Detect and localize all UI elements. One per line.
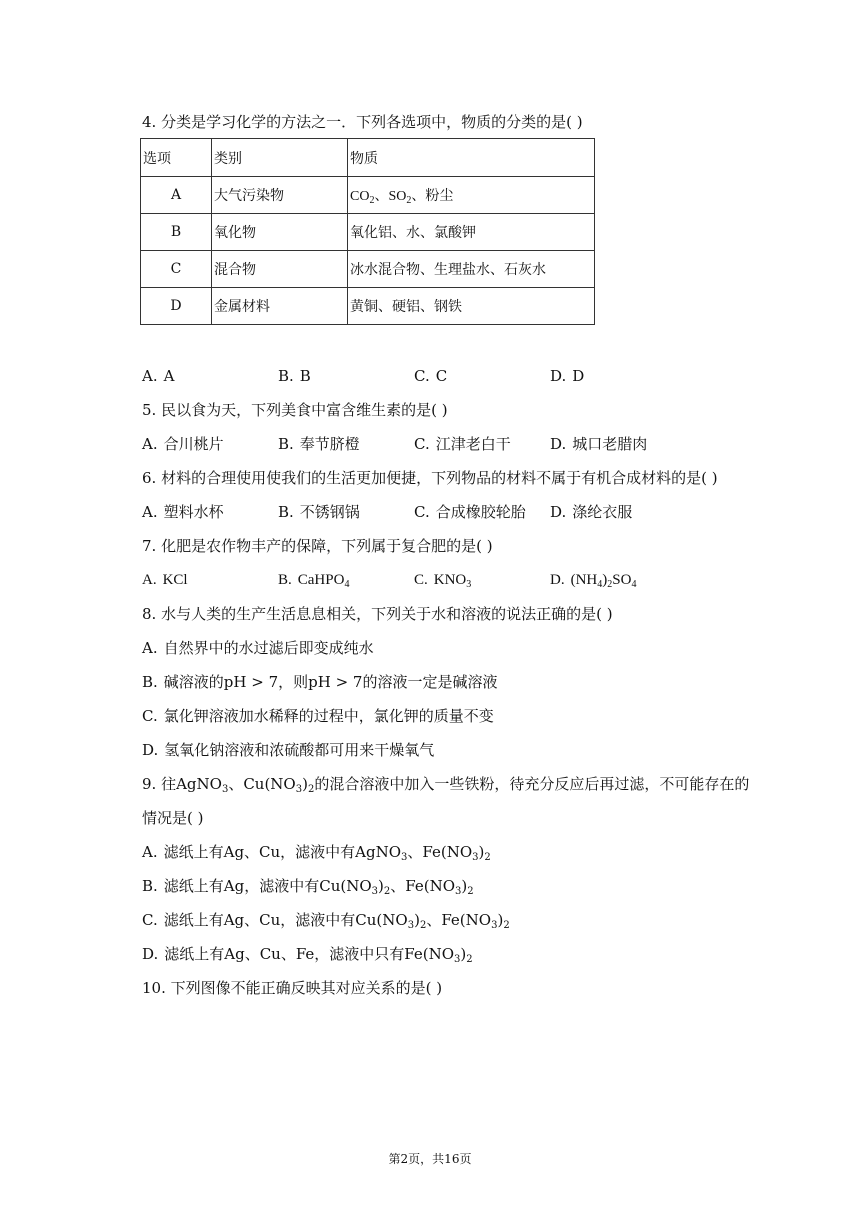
row-substance: 黄铜、硬铝、钢铁 — [348, 288, 595, 325]
q7-option-b[interactable]: B. CaHPO$_4$ — [278, 572, 350, 590]
q7-option-d[interactable]: D. $(NH_4)_2SO_4$ — [550, 572, 637, 590]
q8-option-b[interactable]: B. 碱溶液的pH > 7，则pH > 7的溶液一定是碱溶液 — [142, 673, 498, 691]
q4-stem: 4. 分类是学习化学的方法之一．下列各选项中，物质的分类的是( ) — [142, 113, 583, 131]
row-category: 金属材料 — [212, 288, 348, 325]
q7-option-a[interactable]: A. KCl — [142, 572, 188, 588]
header-category: 类别 — [212, 139, 348, 177]
q5-stem: 5. 民以食为天，下列美食中富含维生素的是( ) — [142, 401, 448, 419]
header-option: 选项 — [141, 139, 212, 177]
row-option: B — [141, 214, 212, 251]
q9-option-d[interactable]: D. 滤纸上有Ag、Cu、Fe，滤液中只有$Fe(NO_3)_2$ — [142, 945, 473, 965]
row-substance: 冰水混合物、生理盐水、石灰水 — [348, 251, 595, 288]
table-row — [141, 288, 595, 325]
row-option: C — [141, 251, 212, 288]
q9-option-c[interactable]: C. 滤纸上有Ag、Cu，滤液中有$Cu(NO_3)_2$、$Fe(NO_3)_2$ — [142, 911, 510, 931]
table-header-row — [141, 139, 595, 177]
table-row — [141, 251, 595, 288]
q4-option-d[interactable]: D. D — [550, 367, 585, 385]
q4-options — [142, 366, 782, 386]
q8-option-d[interactable]: D. 氢氧化钠溶液和浓硫酸都可用来干燥氧气 — [142, 741, 435, 759]
q6-option-c[interactable]: C. 合成橡胶轮胎 — [414, 503, 526, 521]
q8-stem: 8. 水与人类的生产生活息息相关，下列关于水和溶液的说法正确的是( ) — [142, 605, 613, 623]
q5-option-b[interactable]: B. 奉节脐橙 — [278, 435, 360, 453]
q6-options — [142, 502, 782, 522]
q6-option-b[interactable]: B. 不锈钢锅 — [278, 503, 360, 521]
page-footer: 第2页，共16页 — [388, 1152, 472, 1166]
row-substance: 氧化铝、水、氯酸钾 — [348, 214, 595, 251]
q7-options — [142, 570, 782, 590]
table-row — [141, 214, 595, 251]
q5-option-d[interactable]: D. 城口老腊肉 — [550, 435, 648, 453]
q9-option-b[interactable]: B. 滤纸上有Ag，滤液中有$Cu(NO_3)_2$、$Fe(NO_3)_2$ — [142, 877, 474, 897]
q5-options — [142, 434, 782, 454]
row-option: D — [141, 288, 212, 325]
q6-option-a[interactable]: A. 塑料水杯 — [142, 503, 224, 521]
q8-option-c[interactable]: C. 氯化钾溶液加水稀释的过程中，氯化钾的质量不变 — [142, 707, 494, 725]
header-substance: 物质 — [348, 139, 595, 177]
q5-option-c[interactable]: C. 江津老白干 — [414, 435, 511, 453]
q9-stem: 9. 往AgNO$_3$、$Cu(NO_3)_2$的混合溶液中加入一些铁粉，待充分反应后再过滤，不可能存在的 — [142, 775, 750, 795]
q8-option-a[interactable]: A. 自然界中的水过滤后即变成纯水 — [142, 639, 374, 657]
row-category: 氧化物 — [212, 214, 348, 251]
row-category: 大气污染物 — [212, 177, 348, 214]
q4-option-b[interactable]: B. B — [278, 367, 311, 385]
q9-stem-line2: 情况是( ) — [142, 809, 204, 827]
table-row — [141, 177, 595, 214]
q7-option-c[interactable]: C. $KNO_3$ — [414, 572, 472, 590]
q6-stem: 6. 材料的合理使用使我们的生活更加便捷，下列物品的材料不属于有机合成材料的是( ) — [142, 469, 718, 487]
q7-stem: 7. 化肥是农作物丰产的保障，下列属于复合肥的是( ) — [142, 537, 493, 555]
q9-option-a[interactable]: A. 滤纸上有Ag、Cu，滤液中有AgNO$_3$、$Fe(NO_3)_2$ — [142, 843, 491, 863]
q4-classification-table — [140, 138, 595, 325]
row-substance: $CO_2$、$SO_2$、粉尘 — [348, 177, 595, 214]
q10-stem: 10. 下列图像不能正确反映其对应关系的是( ) — [142, 979, 443, 997]
row-option: A — [141, 177, 212, 214]
q4-option-a[interactable]: A. A — [142, 367, 175, 385]
q6-option-d[interactable]: D. 涤纶衣服 — [550, 503, 633, 521]
q5-option-a[interactable]: A. 合川桃片 — [142, 435, 224, 453]
row-category: 混合物 — [212, 251, 348, 288]
q4-option-c[interactable]: C. C — [414, 367, 448, 385]
